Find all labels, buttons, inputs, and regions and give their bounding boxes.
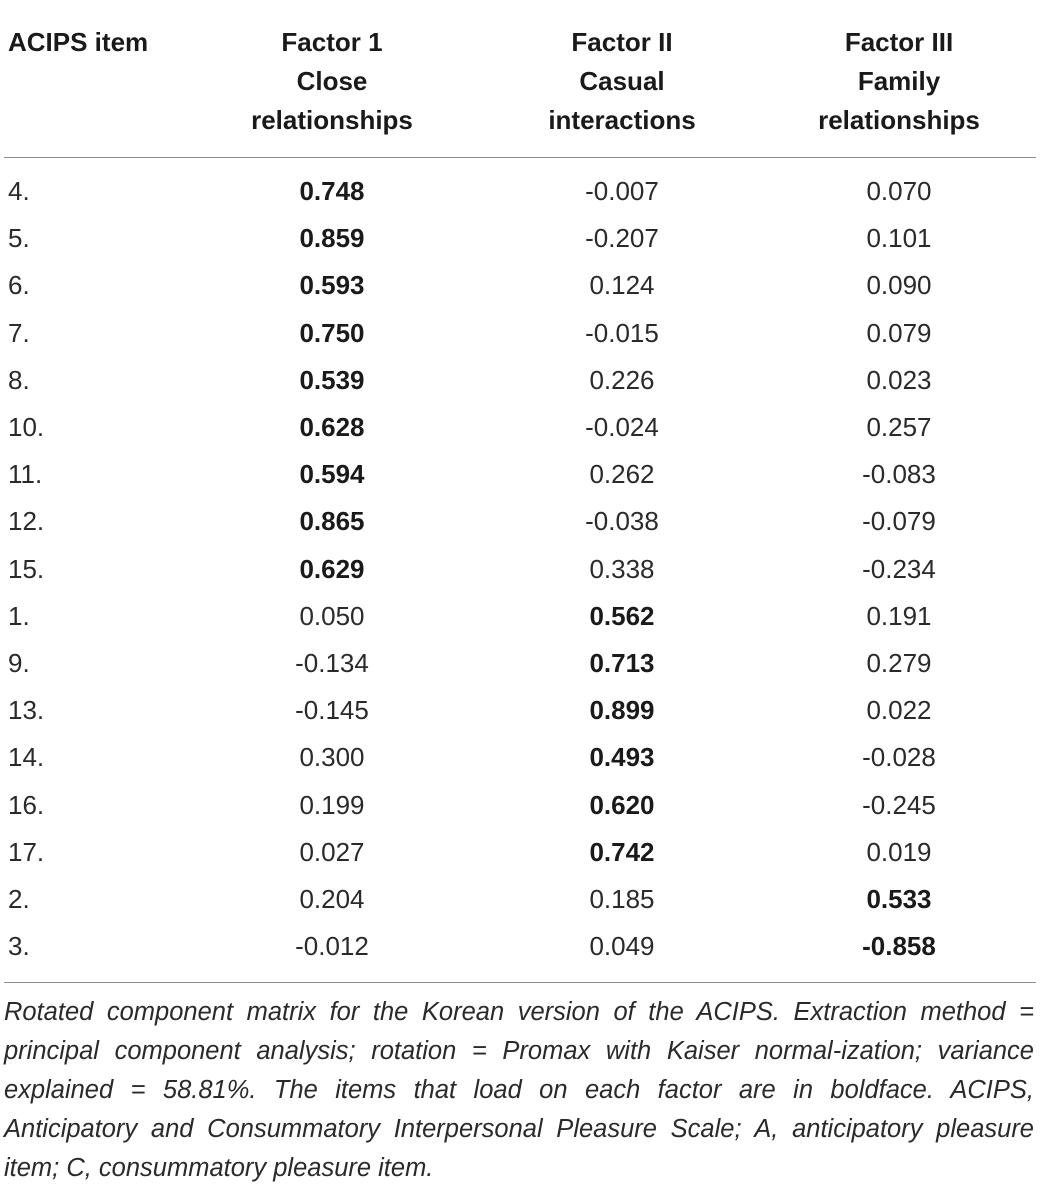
factor-loading-table <box>4 0 1036 983</box>
cell-factor-2: 0.049 <box>482 923 762 983</box>
table-row <box>4 357 1036 404</box>
table-row <box>4 546 1036 593</box>
table-caption: Rotated component matrix for the Korean version of the ACIPS. Extraction method = principal component analysis; rotation = Promax with Kaiser normal-ization; variance explained = 58.81%. The items that load on each factor are in boldface. ACIPS, Anticipatory and Consummatory Interpersonal Pleasure Scale; A, anticipatory pleasure item; C, consummatory pleasure item. <box>4 998 1034 1183</box>
cell-factor-3: 0.019 <box>866 836 932 867</box>
header-factor-2-line-3: interactions <box>548 105 696 135</box>
cell-factor-1: 0.594 <box>299 459 365 490</box>
cell-factor-3: 0.279 <box>866 647 932 678</box>
table-row <box>4 215 1036 262</box>
cell-factor-2: 0.226 <box>589 364 655 395</box>
cell-item: 9. <box>8 647 30 678</box>
cell-factor-3: -0.083 <box>862 459 936 490</box>
cell-factor-1: -0.145 <box>295 695 369 726</box>
cell-factor-3: -0.234 <box>862 553 936 584</box>
cell-factor-1: 0.027 <box>299 836 365 867</box>
header-acips-item <box>4 0 182 158</box>
cell-factor-2: 0.742 <box>589 836 655 867</box>
cell-item: 1. <box>8 600 30 631</box>
table-row <box>4 310 1036 357</box>
cell-factor-3: 0.090 <box>866 270 932 301</box>
cell-factor-1: 0.865 <box>299 506 365 537</box>
table-row <box>4 158 1036 216</box>
cell-factor-3: 0.079 <box>866 317 932 348</box>
table-body <box>4 158 1036 983</box>
cell-factor-3: 0.023 <box>866 364 932 395</box>
cell-factor-3: -0.858 <box>762 923 1036 983</box>
cell-factor-2: -0.015 <box>585 317 659 348</box>
cell-factor-2: 0.262 <box>589 459 655 490</box>
cell-item: 10. <box>8 412 45 443</box>
table-row <box>4 451 1036 498</box>
table-row <box>4 781 1036 828</box>
table-header <box>4 0 1036 158</box>
table-row <box>4 498 1036 545</box>
header-factor-1-line-1: Factor 1 <box>281 27 383 57</box>
cell-item: 12. <box>8 506 45 537</box>
header-acips-item-label: ACIPS item <box>8 27 149 57</box>
cell-factor-3: 0.101 <box>866 223 932 254</box>
cell-item: 13. <box>8 695 45 726</box>
cell-factor-1: 0.628 <box>299 412 365 443</box>
cell-factor-1: 0.050 <box>299 600 365 631</box>
cell-factor-1: 0.593 <box>299 270 365 301</box>
cell-item: 2. <box>8 883 30 914</box>
cell-factor-2: 0.899 <box>589 695 655 726</box>
header-factor-1 <box>182 0 482 158</box>
cell-factor-3: 0.022 <box>866 695 932 726</box>
cell-factor-3: 0.070 <box>866 176 932 207</box>
cell-item: 4. <box>8 176 30 207</box>
cell-factor-2: 0.562 <box>589 600 655 631</box>
header-factor-3-line-3: relationships <box>818 105 980 135</box>
cell-item: 14. <box>8 742 45 773</box>
cell-factor-2: -0.038 <box>585 506 659 537</box>
table-row <box>4 262 1036 309</box>
cell-factor-2: 0.124 <box>589 270 655 301</box>
header-factor-1-line-3: relationships <box>251 105 413 135</box>
cell-factor-1: 0.629 <box>299 553 365 584</box>
cell-factor-1: 0.199 <box>299 789 365 820</box>
table-row <box>4 593 1036 640</box>
cell-factor-2: -0.007 <box>585 176 659 207</box>
cell-factor-1: 0.750 <box>299 317 365 348</box>
cell-factor-2: 0.338 <box>589 553 655 584</box>
cell-factor-3: -0.079 <box>862 506 936 537</box>
cell-factor-1: 0.300 <box>299 742 365 773</box>
cell-factor-2: -0.024 <box>585 412 659 443</box>
table-row <box>4 923 1036 983</box>
cell-factor-3: 0.533 <box>866 883 932 914</box>
table-row <box>4 687 1036 734</box>
table-row <box>4 640 1036 687</box>
header-factor-2-line-2: Casual <box>579 66 665 96</box>
cell-item: 8. <box>8 364 30 395</box>
cell-item: 15. <box>8 553 45 584</box>
header-factor-3-line-2: Family <box>857 66 941 96</box>
cell-factor-3: -0.028 <box>862 742 936 773</box>
cell-factor-1: 0.859 <box>299 223 365 254</box>
cell-item: 11. <box>8 459 43 490</box>
cell-item: 6. <box>8 270 30 301</box>
cell-factor-2: 0.620 <box>589 789 655 820</box>
cell-factor-1: 0.204 <box>299 883 365 914</box>
cell-factor-2: -0.207 <box>585 223 659 254</box>
cell-factor-1: 0.539 <box>299 364 365 395</box>
header-factor-1-line-2: Close <box>296 66 368 96</box>
header-factor-3-line-1: Factor III <box>844 27 954 57</box>
cell-factor-2: 0.185 <box>589 883 655 914</box>
cell-item: 17. <box>8 836 45 867</box>
cell-factor-2: 0.493 <box>589 742 655 773</box>
header-row <box>4 0 1036 158</box>
table-row <box>4 829 1036 876</box>
cell-item: 5. <box>8 223 30 254</box>
cell-item: 16. <box>8 789 45 820</box>
cell-factor-1: -0.134 <box>295 647 369 678</box>
header-factor-2-line-1: Factor II <box>571 27 673 57</box>
cell-factor-1: 0.748 <box>299 176 365 207</box>
cell-factor-3: -0.245 <box>862 789 936 820</box>
table-row <box>4 404 1036 451</box>
cell-item: 7. <box>8 317 30 348</box>
table-row <box>4 876 1036 923</box>
header-factor-3 <box>762 0 1036 158</box>
table-row <box>4 734 1036 781</box>
header-factor-2 <box>482 0 762 158</box>
cell-factor-3: 0.257 <box>866 412 932 443</box>
cell-factor-2: 0.713 <box>589 647 655 678</box>
cell-item: 3. <box>4 923 182 983</box>
cell-factor-1: -0.012 <box>182 923 482 983</box>
cell-factor-3: 0.191 <box>866 600 932 631</box>
